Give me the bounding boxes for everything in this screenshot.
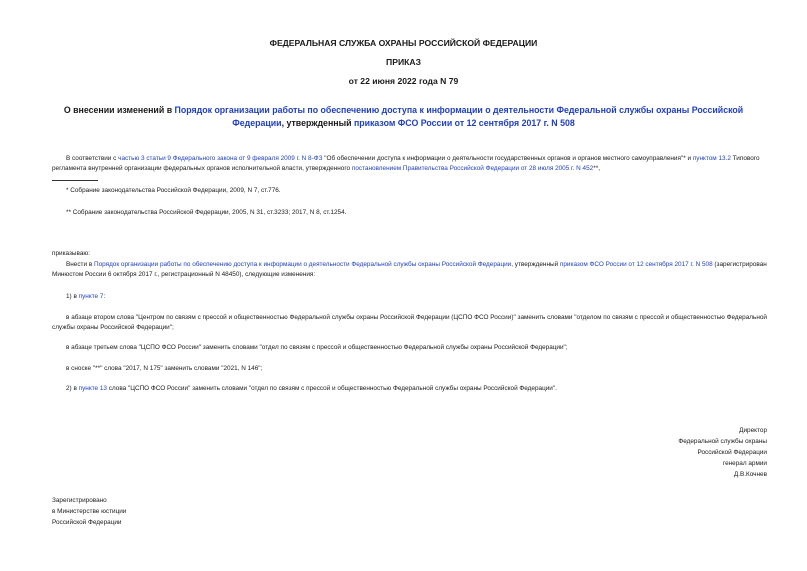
subitem-3: в сноске "**" слова "2017, N 175" заменить словами "2021, N 146"; xyxy=(66,365,263,372)
preamble-link-item[interactable]: пунктом 13.2 xyxy=(692,155,731,162)
item-2 xyxy=(66,384,557,394)
footnote-separator xyxy=(52,180,98,181)
item-1 xyxy=(66,292,105,302)
intro-text-3: (зарегистрирован Минюстом России 6 октября 2017 г., регистрационный N 48450), следующие изменения: xyxy=(52,261,767,278)
agency-heading: ФЕДЕРАЛЬНАЯ СЛУЖБА ОХРАНЫ РОССИЙСКОЙ ФЕДЕРАЦИИ xyxy=(269,38,538,48)
subitem-1: в абзаце втором слова "Центром по связям с прессой и общественностью Федеральной службы охраны Российской Федерации (ЦСПО ФСО России)" заменить словами "отделом по связям с прессой и общественностью Федеральной службы охраны Российской Федерации"; xyxy=(52,314,767,331)
signature-rank: генерал армии xyxy=(722,460,767,467)
document-title xyxy=(40,104,767,130)
item-1-link[interactable]: пункте 7 xyxy=(78,293,104,300)
intro-text-2: , утвержденный xyxy=(511,261,560,268)
item-1-end: : xyxy=(103,293,106,300)
preamble-text-3: Типового регламента внутренней организации федеральных органов исполнительной власти, утвержденного xyxy=(52,155,760,172)
registration-line-3: Российской Федерации xyxy=(52,519,122,526)
document-type: ПРИКАЗ xyxy=(386,57,421,67)
preamble-link-resolution[interactable]: постановлением Правительства Российской Федерации от 28 июля 2005 г. N 452 xyxy=(351,165,594,172)
footnote-2: ** Собрание законодательства Российской Федерации, 2005, N 31, ст.3233; 2017, N 8, ст.1254. xyxy=(66,209,347,216)
title-middle: , утвержденный xyxy=(281,118,354,128)
preamble-paragraph xyxy=(52,154,767,174)
footnote-1: * Собрание законодательства Российской Федерации, 2009, N 7, ст.776. xyxy=(66,187,281,194)
title-link-order-508[interactable]: приказом ФСО России от 12 сентября 2017 г. N 508 xyxy=(353,118,575,128)
preamble-text-1: В соответствии с xyxy=(66,155,119,162)
registration-block xyxy=(52,495,126,528)
signature-position: Директор xyxy=(739,427,767,434)
signature-block xyxy=(678,425,767,480)
registration-line-2: в Министерстве юстиции xyxy=(52,508,127,515)
document-date-number: от 22 июня 2022 года N 79 xyxy=(348,76,459,86)
registration-line-1: Зарегистрировано xyxy=(52,497,107,504)
item-1-text: 1) в xyxy=(66,293,79,300)
title-prefix: О внесении изменений в xyxy=(63,105,175,115)
order-word: приказываю: xyxy=(52,250,90,257)
subitem-2: в абзаце третьем слова "ЦСПО ФСО России" заменить словами "отдел по связям с прессой и общественностью Федеральной службы охраны Российской Федерации"; xyxy=(66,344,568,351)
item-2-text: 2) в xyxy=(66,385,79,392)
item-2-rest: слова "ЦСПО ФСО России" заменить словами "отдел по связям с прессой и общественностью Федеральной службы охраны Российской Федерации". xyxy=(107,385,557,392)
signature-agency: Федеральной службы охраны xyxy=(678,438,767,445)
item-2-link[interactable]: пункте 13 xyxy=(78,385,107,392)
signature-name: Д.В.Кочнев xyxy=(733,471,767,478)
preamble-text-2: "Об обеспечении доступа к информации о деятельности государственных органов и органов местного самоуправления"* и xyxy=(322,155,693,162)
intro-link-order-508[interactable]: приказом ФСО России от 12 сентября 2017 г. N 508 xyxy=(559,261,713,268)
title-link-procedure[interactable]: Порядок организации работы по обеспечению доступа к информации о деятельности Федеральной службы охраны Российской Федерации xyxy=(174,105,744,128)
intro-link-procedure[interactable]: Порядок организации работы по обеспечению доступа к информации о деятельности Федеральной службы охраны Российской Федерации xyxy=(93,261,512,268)
preamble-link-law[interactable]: частью 3 статьи 9 Федерального закона от 9 февраля 2009 г. N 8-ФЗ xyxy=(118,155,323,162)
intro-paragraph xyxy=(52,260,767,280)
intro-text-1: Внести в xyxy=(66,261,94,268)
preamble-text-4: **, xyxy=(593,165,600,172)
signature-country: Российской Федерации xyxy=(697,449,767,456)
